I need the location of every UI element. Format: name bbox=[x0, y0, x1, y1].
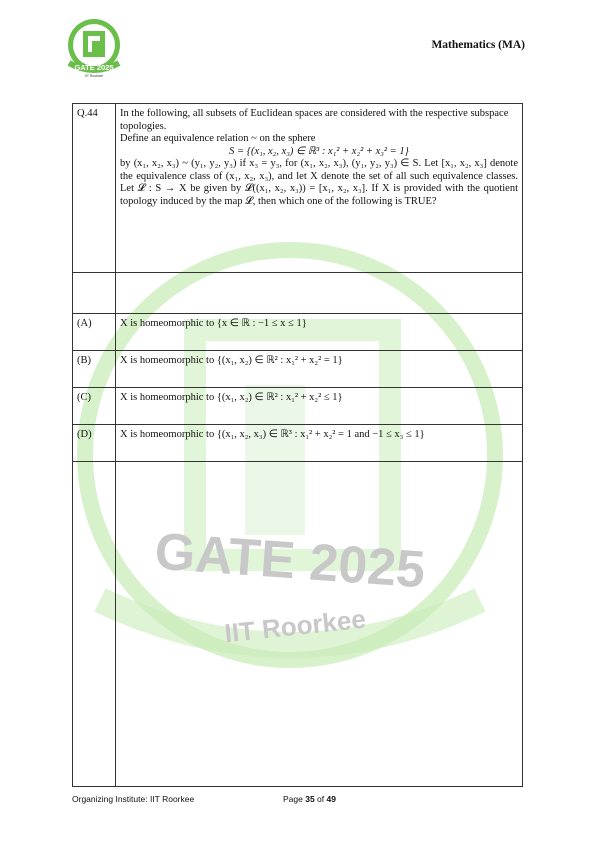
question-table bbox=[72, 103, 523, 787]
question-intro-2: Define an equivalence relation ~ on the sphere bbox=[120, 133, 316, 144]
logo-text: GATE 2025 bbox=[74, 63, 114, 72]
option-text: X is homeomorphic to {(x₁, x₂) ∈ ℝ² : x₁² + x₂² ≤ 1} bbox=[116, 388, 523, 425]
option-row-b bbox=[73, 351, 523, 388]
watermark-subtitle: IIT Roorkee bbox=[223, 603, 368, 649]
question-body: by (x₁, x₂, x₃) ~ (y₁, y₂, y₃) if x₃ = y₃, for (x₁, x₂, x₃), (y₁, y₂, y₃) ∈ S. Let [x₁, x₂, x₃] denote the equivalence class of (x₁, x₂, x₃), and let X denote the set of all such equivalence classes. Let 𝓛 : S → X be given by 𝓛((x₁, x₂, x₃)) = [x₁, x₂, x₃]. If X is provided with the quotient topology induced by the map 𝓛, then which one of the following is TRUE? bbox=[120, 158, 518, 207]
option-text: X is homeomorphic to {(x₁, x₂) ∈ ℝ² : x₁² + x₂² = 1} bbox=[116, 351, 523, 388]
option-text: X is homeomorphic to {x ∈ ℝ : −1 ≤ x ≤ 1} bbox=[116, 314, 523, 351]
option-label: (D) bbox=[73, 425, 116, 462]
question-number: Q.44 bbox=[73, 104, 116, 273]
gate-logo bbox=[63, 17, 125, 79]
logo-subtext: IIT Roorkee bbox=[84, 74, 104, 78]
watermark-title: GATE 2025 bbox=[152, 522, 427, 600]
option-row-c bbox=[73, 388, 523, 425]
question-stem bbox=[116, 104, 523, 273]
answer-space-row bbox=[73, 462, 523, 787]
question-row bbox=[73, 104, 523, 273]
footer-page-number: Page 35 of 49 bbox=[283, 794, 336, 804]
subject-title: Mathematics (MA) bbox=[431, 39, 525, 51]
footer-institute: Organizing Institute: IIT Roorkee bbox=[72, 794, 195, 804]
total-pages: 49 bbox=[326, 794, 336, 804]
option-text: X is homeomorphic to {(x₁, x₂, x₃) ∈ ℝ³ : x₁² + x₂² = 1 and −1 ≤ x₃ ≤ 1} bbox=[116, 425, 523, 462]
option-row-a bbox=[73, 314, 523, 351]
option-label: (A) bbox=[73, 314, 116, 351]
question-display-equation: S = {(x₁, x₂, x₃) ∈ ℝ³ : x₁² + x₂² + x₃² = 1} bbox=[229, 145, 409, 157]
option-row-d bbox=[73, 425, 523, 462]
option-label: (C) bbox=[73, 388, 116, 425]
spacer-row bbox=[73, 273, 523, 314]
option-label: (B) bbox=[73, 351, 116, 388]
current-page: 35 bbox=[305, 794, 315, 804]
question-intro-1: In the following, all subsets of Euclidean spaces are considered with the respective subspace topologies. bbox=[120, 108, 509, 132]
